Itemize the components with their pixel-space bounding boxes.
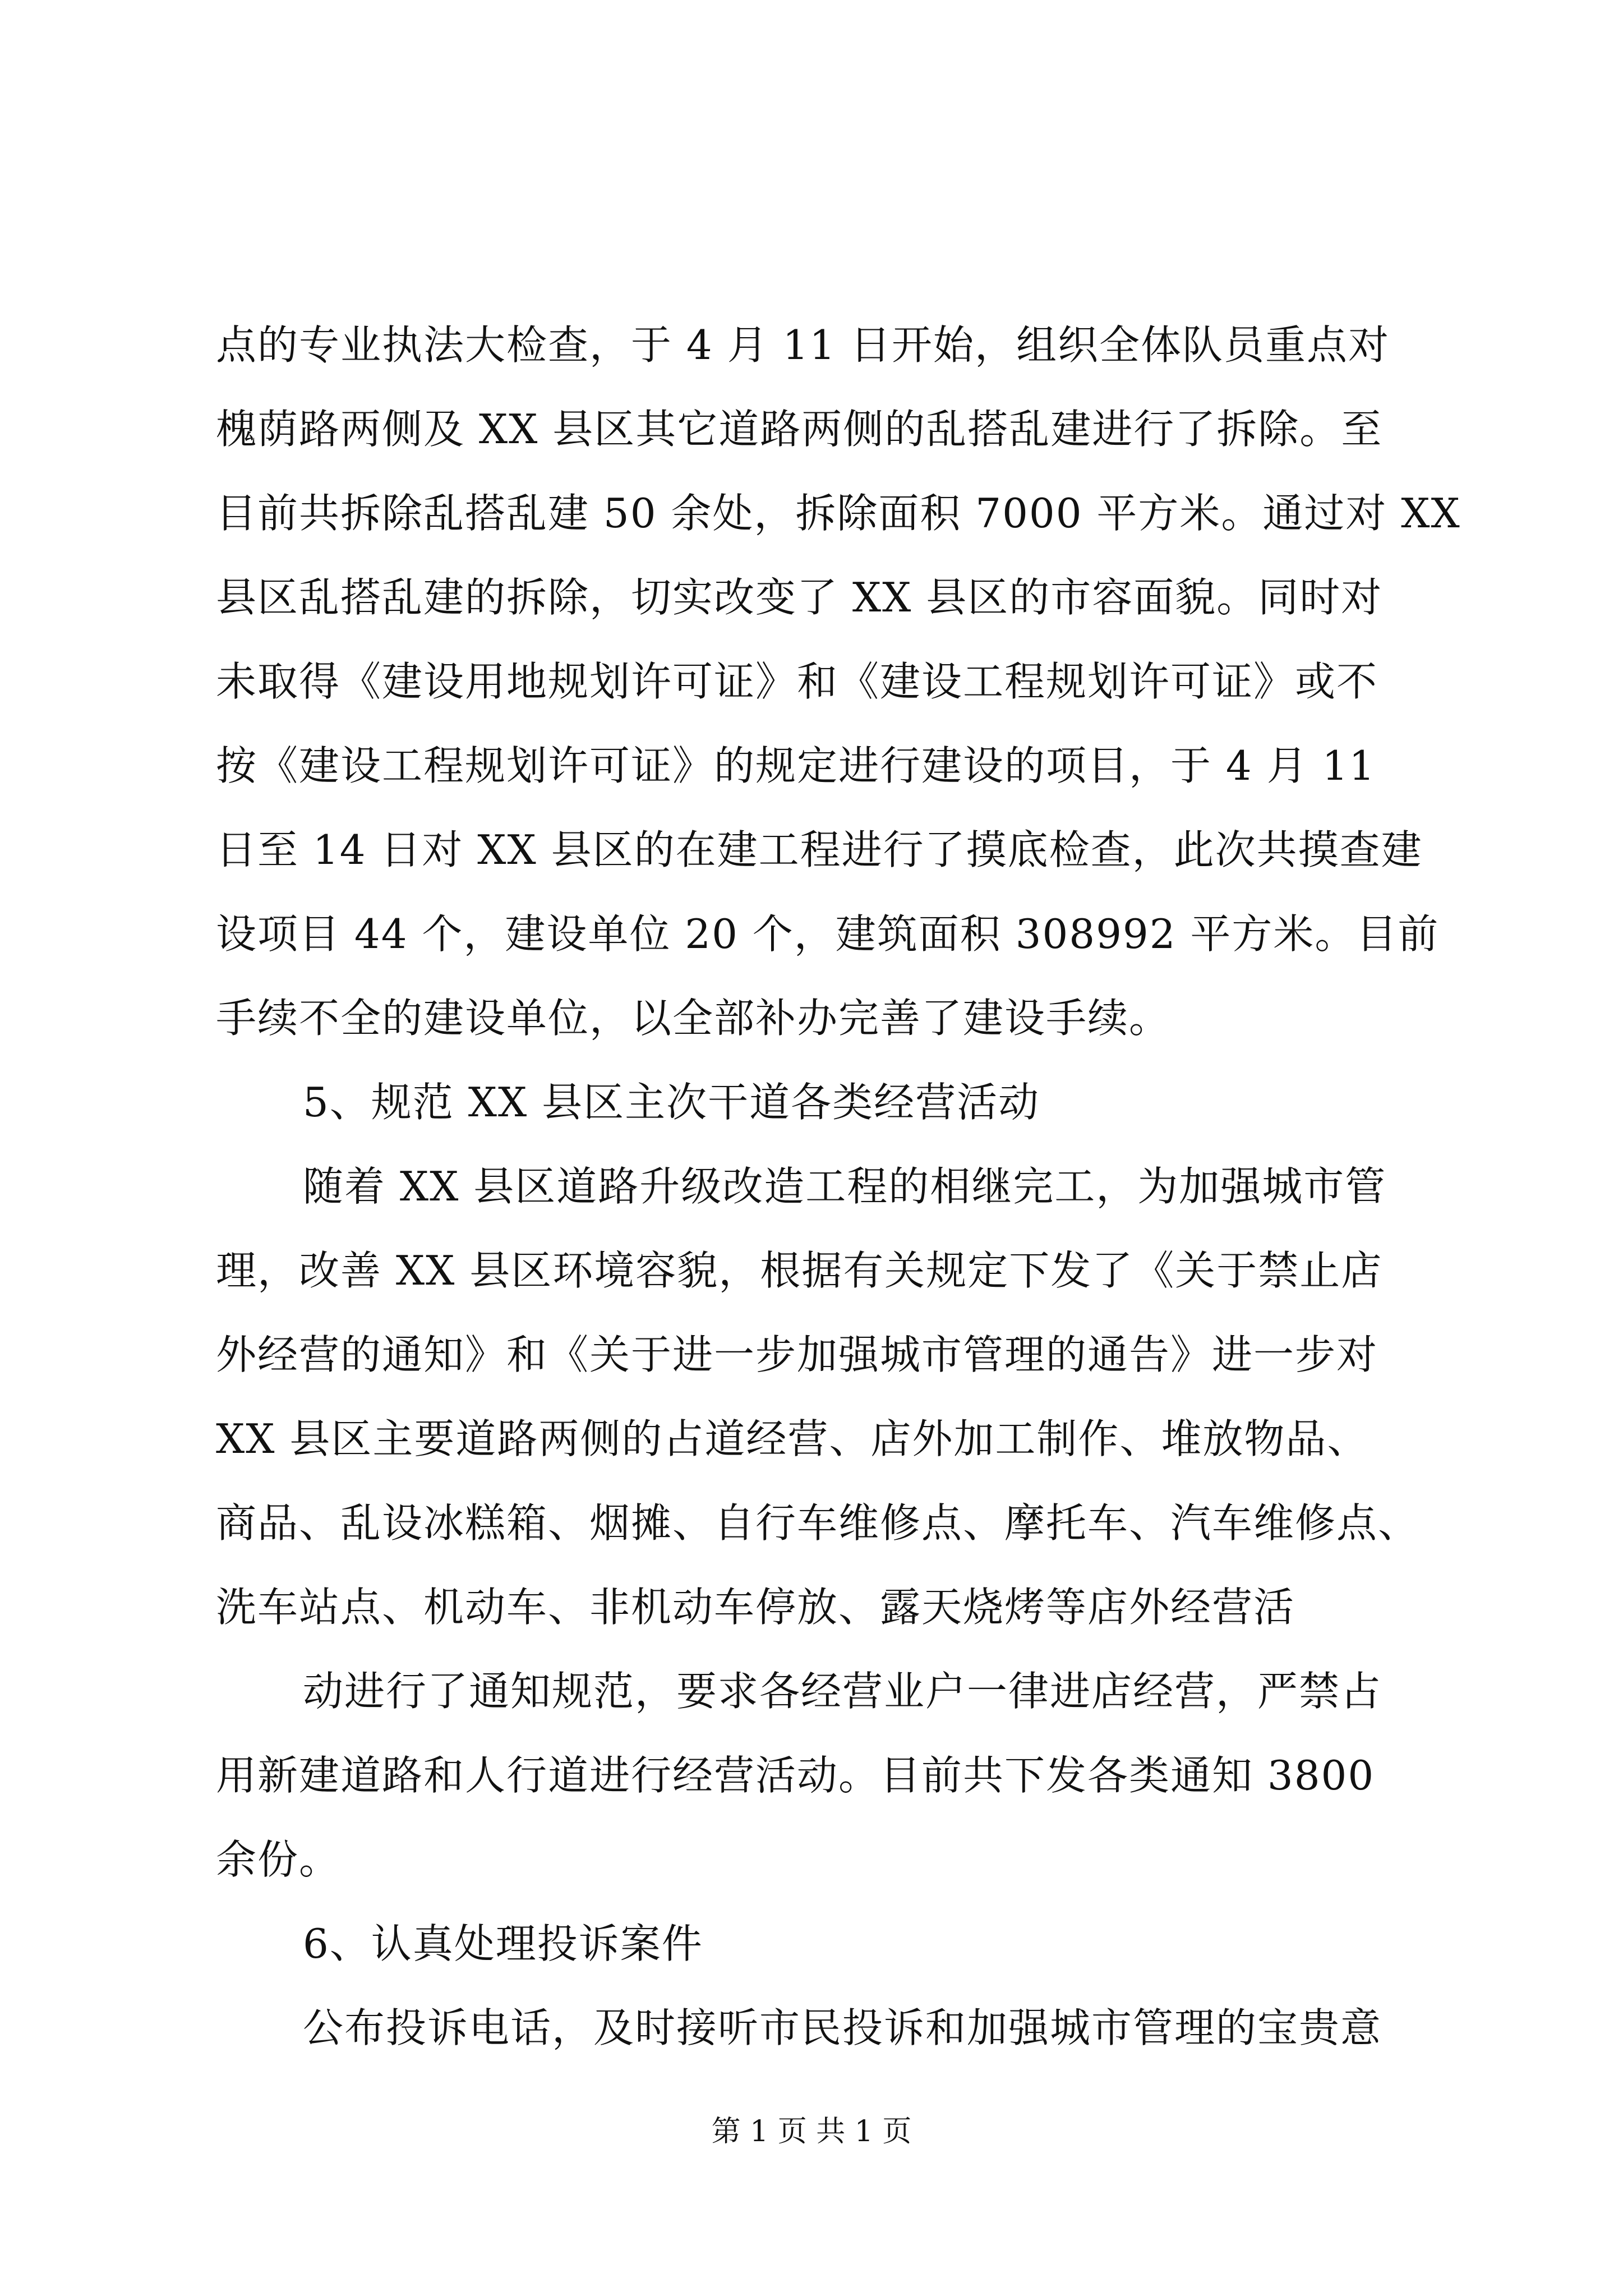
text-line: 点的专业执法大检查，于 4 月 11 日开始，组织全体队员重点对 <box>216 321 1390 369</box>
text-line: 目前共拆除乱搭乱建 50 余处，拆除面积 7000 平方米。通过对 XX <box>216 490 1461 537</box>
text-line: 用新建道路和人行道进行经营活动。目前共下发各类通知 3800 <box>216 1752 1375 1799</box>
text-line: 公布投诉电话，及时接听市民投诉和加强城市管理的宝贵意 <box>303 2004 1382 2051</box>
text-line: 手续不全的建设单位，以全部补办完善了建设手续。 <box>216 995 1171 1042</box>
page-number-footer: 第 1 页 共 1 页 <box>711 2115 912 2148</box>
text-line: 按《建设工程规划许可证》的规定进行建设的项目，于 4 月 11 <box>216 742 1376 789</box>
text-line: 动进行了通知规范，要求各经营业户一律进店经营，严禁占 <box>303 1668 1382 1715</box>
text-line: 余份。 <box>216 1836 341 1883</box>
text-line: 槐荫路两侧及 XX 县区其它道路两侧的乱搭乱建进行了拆除。至 <box>216 406 1383 453</box>
section-heading: 5、规范 XX 县区主次干道各类经营活动 <box>303 1079 1040 1126</box>
text-line: 洗车站点、机动车、非机动车停放、露天烧烤等店外经营活 <box>216 1584 1295 1631</box>
text-line: 设项目 44 个，建设单位 20 个，建筑面积 308992 平方米。目前 <box>216 910 1440 958</box>
body-text <box>216 303 1461 2070</box>
text-line: 商品、乱设冰糕箱、烟摊、自行车维修点、摩托车、汽车维修点、 <box>216 1499 1420 1547</box>
text-line: 日至 14 日对 XX 县区的在建工程进行了摸底检查，此次共摸查建 <box>216 826 1423 873</box>
text-line: 随着 XX 县区道路升级改造工程的相继完工，为加强城市管 <box>303 1163 1387 1210</box>
text-line: 未取得《建设用地规划许可证》和《建设工程规划许可证》或不 <box>216 658 1378 705</box>
text-line: 理，改善 XX 县区环境容貌，根据有关规定下发了《关于禁止店 <box>216 1247 1383 1294</box>
text-line: XX 县区主要道路两侧的占道经营、店外加工制作、堆放物品、 <box>216 1415 1369 1462</box>
text-line: 县区乱搭乱建的拆除，切实改变了 XX 县区的市容面貌。同时对 <box>216 574 1383 621</box>
section-heading: 6、认真处理投诉案件 <box>303 1920 703 1967</box>
text-line: 外经营的通知》和《关于进一步加强城市管理的通告》进一步对 <box>216 1331 1378 1378</box>
